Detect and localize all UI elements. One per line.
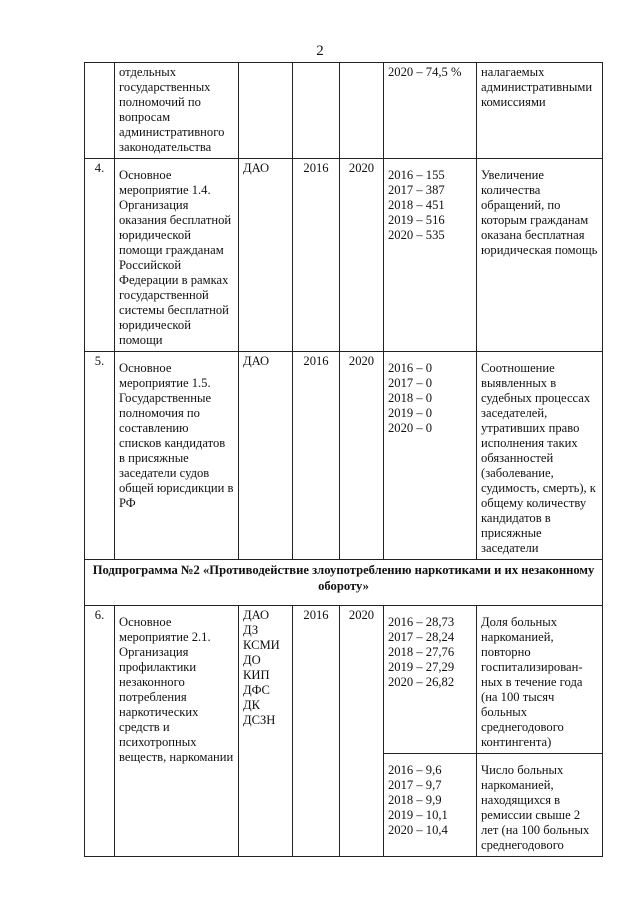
cell-indicators-a: 2016 – 28,73 2017 – 28,24 2018 – 27,76 2019 – 27,29 2020 – 26,82 [384,606,477,754]
table-row-4 [85,159,603,352]
cell-indicators: 2016 – 0 2017 – 0 2018 – 0 2019 – 0 2020 – 0 [384,352,477,560]
cell-activity: Основное мероприятие 2.1. Организация профилактики незаконного потребления наркотических средств и психотропных веществ, наркомании [115,606,239,857]
cell-num: 6. [85,606,115,857]
cell-org: ДАО [239,159,293,352]
cell-indicators-b: 2016 – 9,6 2017 – 9,7 2018 – 9,9 2019 – 10,1 2020 – 10,4 [384,754,477,857]
cell-result: Увеличение количества обращений, по которым гражданам оказана бесплатная юридическая помощь [477,159,603,352]
cell-num: 5. [85,352,115,560]
cell-activity: отдельных государственных полномочий по вопросам административного законодательства [115,63,239,159]
cell-result-b: Число больных наркоманией, находящихся в ремиссии свыше 2 лет (на 100 больных среднегодового [477,754,603,857]
cell-end: 2020 [340,159,384,352]
program-table [84,62,603,857]
table-row-continued [85,63,603,159]
cell-end [340,63,384,159]
cell-activity: Основное мероприятие 1.4. Организация оказания бесплатной юридической помощи гражданам Российской Федерации в рамках государственной системы бесплатной юридической помощи [115,159,239,352]
cell-org: ДАО [239,352,293,560]
cell-result-a: Доля больных наркоманией, повторно госпитализирован-ных в течение года (на 100 тысяч больных среднегодового контингента) [477,606,603,754]
cell-start: 2016 [293,159,340,352]
table-row-5 [85,352,603,560]
cell-result: Соотношение выявленных в судебных процессах заседателей, утративших право исполнения таких обязанностей (заболевание, судимость, смерть), к общему количеству кандидатов в присяжные заседатели [477,352,603,560]
cell-start: 2016 [293,352,340,560]
table-row-6 [85,606,603,754]
cell-indicators: 2020 – 74,5 % [384,63,477,159]
cell-start [293,63,340,159]
cell-indicators: 2016 – 155 2017 – 387 2018 – 451 2019 – 516 2020 – 535 [384,159,477,352]
cell-result: налагаемых административными комиссиями [477,63,603,159]
cell-num [85,63,115,159]
subprogram-title: Подпрограмма №2 «Противодействие злоупотреблению наркотиками и их незаконному обороту» [85,560,603,606]
cell-num: 4. [85,159,115,352]
cell-start: 2016 [293,606,340,857]
cell-org: ДАО ДЗ КСМИ ДО КИП ДФС ДК ДСЗН [239,606,293,857]
cell-end: 2020 [340,352,384,560]
cell-org [239,63,293,159]
page-number: 2 [316,43,324,59]
subprogram-heading-row [85,560,603,606]
cell-end: 2020 [340,606,384,857]
cell-activity: Основное мероприятие 1.5. Государственные полномочия по составлению списков кандидатов в присяжные заседатели судов общей юрисдикции в РФ [115,352,239,560]
